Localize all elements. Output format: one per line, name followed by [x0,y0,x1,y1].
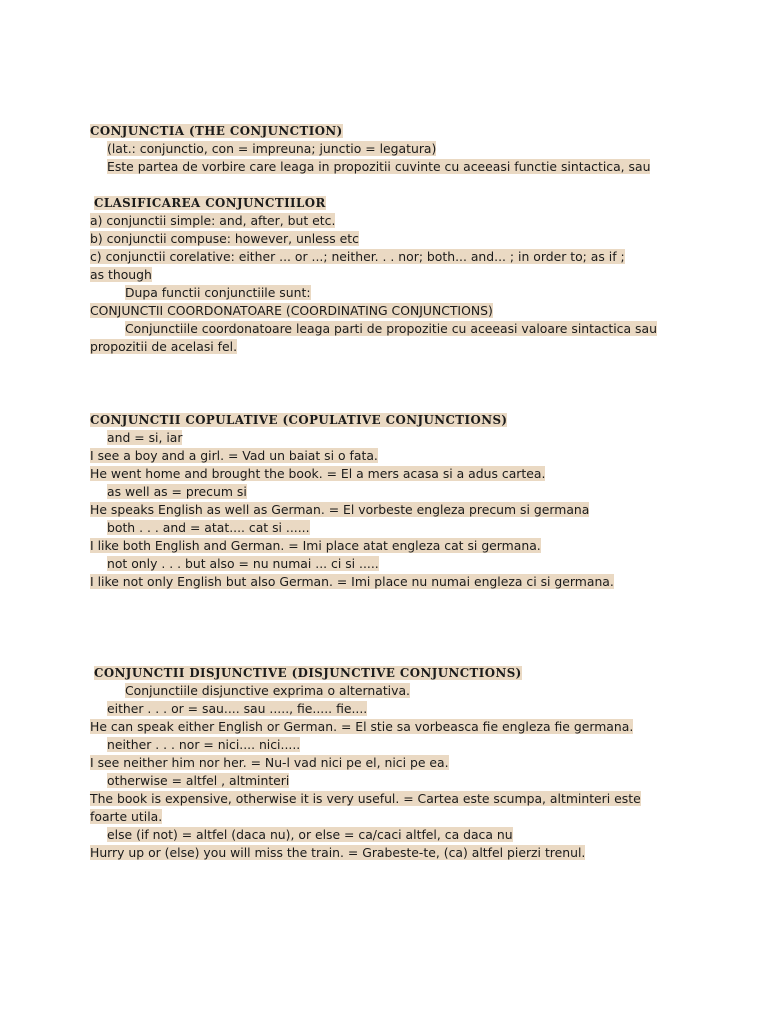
text-line [90,302,680,320]
text-line [90,808,680,826]
text-line [90,320,680,338]
text-line [90,158,680,176]
line-text: c) conjunctii corelative: either ... or ...; neither. . . nor; both... and... ; in order to; as if ; [90,249,625,264]
line-text: propozitii de acelasi fel. [90,339,238,354]
line-text: The book is expensive, otherwise it is very useful. = Cartea este scumpa, altminteri este [90,791,641,806]
text-line [90,682,680,700]
line-text: I like both English and German. = Imi place atat engleza cat si germana. [90,538,541,553]
text-line [90,790,680,808]
text-line [90,826,680,844]
line-text: Hurry up or (else) you will miss the train. = Grabeste-te, (ca) altfel pierzi trenul. [90,845,586,860]
text-line [90,555,680,573]
line-text: Conjunctiile coordonatoare leaga parti de propozitie cu aceeasi valoare sintactica sau [125,321,657,336]
heading-text: CONJUNCTII COPULATIVE (COPULATIVE CONJUNCTIONS) [90,413,508,427]
line-text: I see a boy and a girl. = Vad un baiat si o fata. [90,448,378,463]
line-text: either . . . or = sau.... sau ....., fie..... fie.... [107,701,368,716]
line-text: He speaks English as well as German. = El vorbeste engleza precum si germana [90,502,590,517]
text-line [90,844,680,862]
text-line [90,700,680,718]
text-line [90,429,680,447]
line-text: Dupa functii conjunctiile sunt: [125,285,311,300]
section-heading [90,664,680,682]
section-heading [90,411,680,429]
text-line [90,483,680,501]
text-line [90,248,680,266]
line-text: Conjunctiile disjunctive exprima o alternativa. [125,683,410,698]
text-line [90,266,680,284]
text-line [90,537,680,555]
section-heading [90,122,680,140]
section-disjunctive-conjunctions [90,664,680,862]
text-line [90,284,680,302]
text-line [90,519,680,537]
line-text: and = si, iar [107,430,183,445]
text-line [90,465,680,483]
line-text: I like not only English but also German. = Imi place nu numai engleza ci si germana. [90,574,614,589]
text-line [90,573,680,591]
line-text: CONJUNCTII COORDONATOARE (COORDINATING CONJUNCTIONS) [90,303,493,318]
line-text: as well as = precum si [107,484,247,499]
text-line [90,772,680,790]
text-line [90,338,680,356]
text-line [90,447,680,465]
text-line [90,501,680,519]
line-text: neither . . . nor = nici.... nici..... [107,737,301,752]
line-text: not only . . . but also = nu numai ... ci si ..... [107,556,379,571]
text-line [90,736,680,754]
line-text: b) conjunctii compuse: however, unless etc [90,231,359,246]
line-text: a) conjunctii simple: and, after, but etc. [90,213,336,228]
text-line [90,212,680,230]
paragraph-gap [90,176,680,194]
text-line [90,140,680,158]
line-text: Este partea de vorbire care leaga in propozitii cuvinte cu aceeasi functie sintactica, sau [107,159,651,174]
section-copulative-conjunctions [90,411,680,591]
line-text: foarte utila. [90,809,163,824]
line-text: both . . . and = atat.... cat si ...... [107,520,310,535]
text-line [90,718,680,736]
section-conjunction-intro [90,122,680,356]
heading-text: CONJUNCTII DISJUNCTIVE (DISJUNCTIVE CONJUNCTIONS) [94,666,522,680]
line-text: as though [90,267,152,282]
section-heading [90,194,680,212]
line-text: else (if not) = altfel (daca nu), or else = ca/caci altfel, ca daca nu [107,827,513,842]
line-text: otherwise = altfel , altminteri [107,773,290,788]
heading-text: CLASIFICAREA CONJUNCTIILOR [94,196,326,210]
heading-text: CONJUNCTIA (THE CONJUNCTION) [90,124,343,138]
text-line [90,230,680,248]
line-text: (lat.: conjunctio, con = impreuna; junctio = legatura) [107,141,437,156]
line-text: I see neither him nor her. = Nu-l vad nici pe el, nici pe ea. [90,755,449,770]
text-line [90,754,680,772]
line-text: He can speak either English or German. = El stie sa vorbeasca fie engleza fie germana. [90,719,634,734]
line-text: He went home and brought the book. = El a mers acasa si a adus cartea. [90,466,546,481]
